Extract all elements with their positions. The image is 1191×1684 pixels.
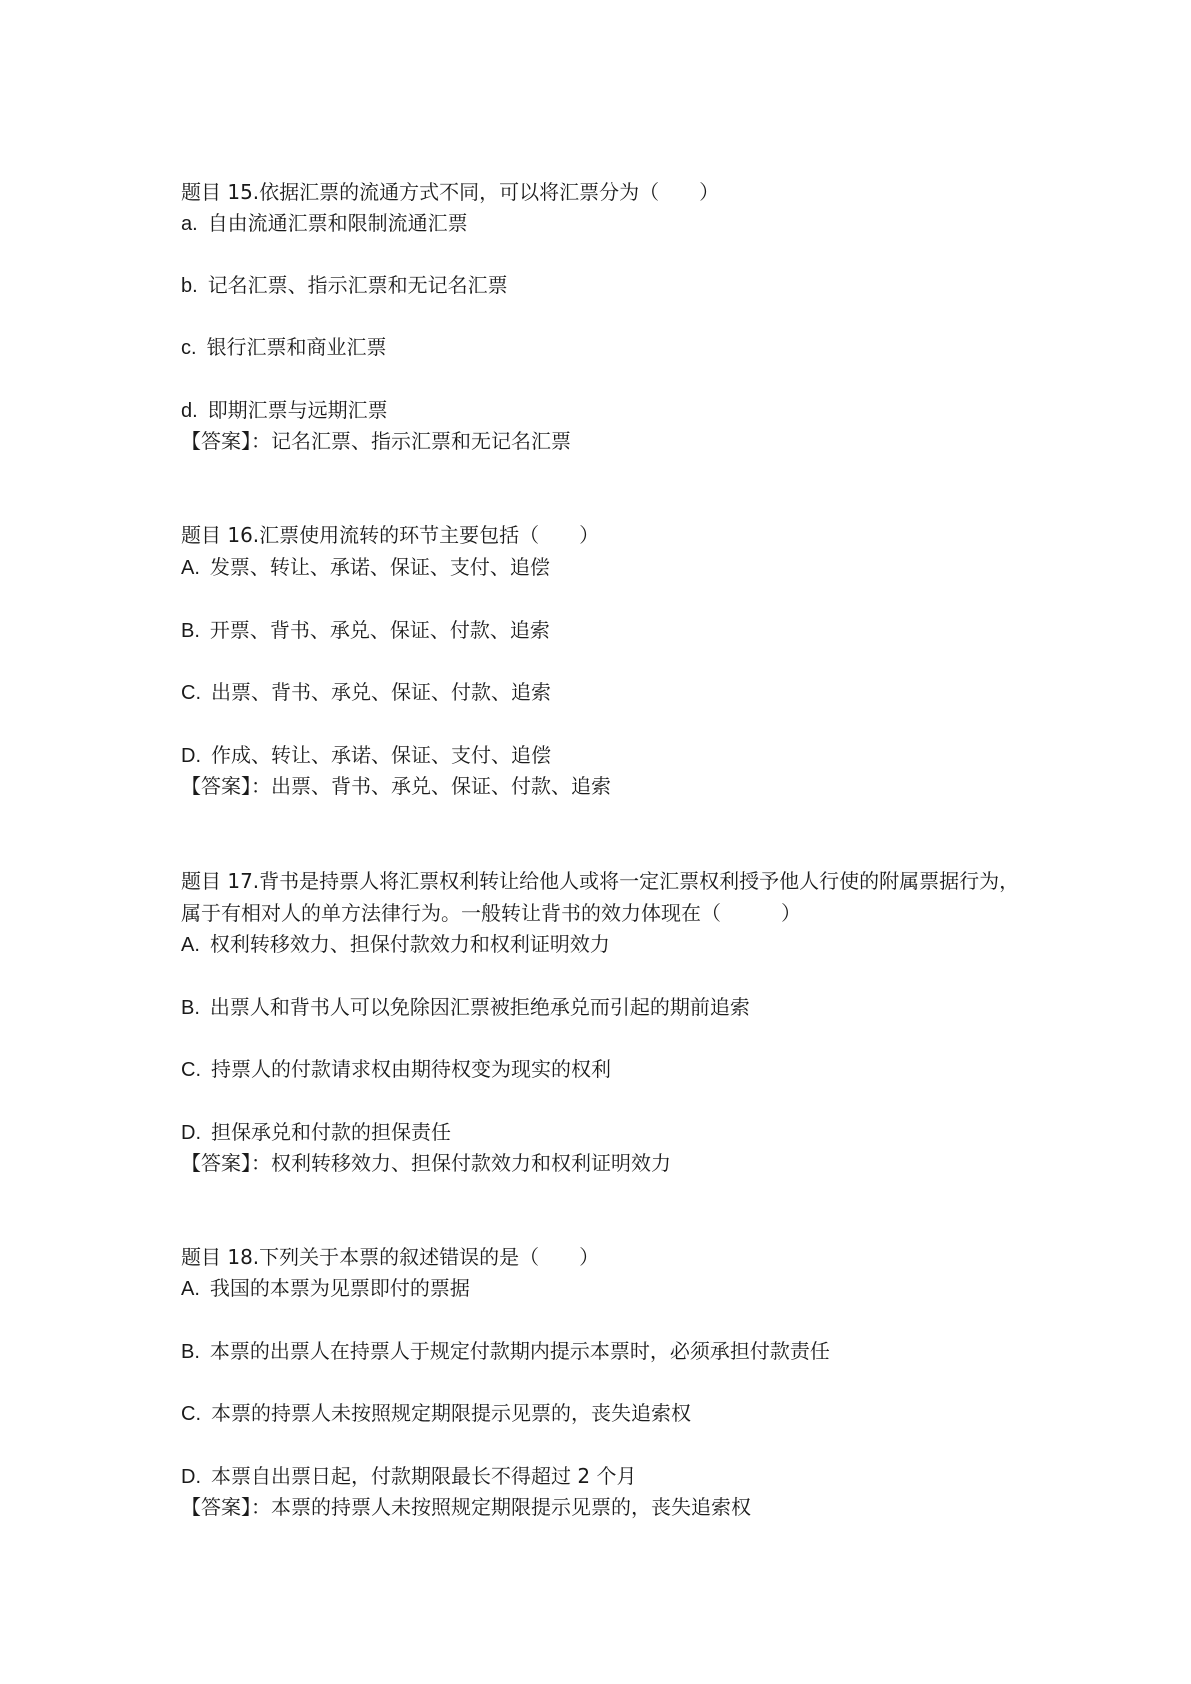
option-text: 自由流通汇票和限制流通汇票 <box>207 211 468 235</box>
option-text: 发票、转让、承诺、保证、支付、追偿 <box>209 555 550 579</box>
option-text: 本票的持票人未按照规定期限提示见票的，丧失追索权 <box>211 1401 691 1425</box>
option-letter: d. <box>181 400 198 422</box>
question-16-option-b <box>181 615 1021 646</box>
option-letter: A. <box>181 1278 200 1300</box>
answer-label: 【答案】： <box>181 1151 271 1175</box>
question-15-answer <box>181 426 1021 456</box>
question-18-option-c <box>181 1398 1021 1429</box>
answer-text: 本票的持票人未按照规定期限提示见票的，丧失追索权 <box>271 1495 751 1519</box>
question-15-option-b <box>181 270 1021 301</box>
option-text: 持票人的付款请求权由期待权变为现实的权利 <box>211 1057 611 1081</box>
option-letter: C. <box>181 1059 201 1081</box>
option-letter: D. <box>181 1122 201 1144</box>
question-17-option-b <box>181 992 1021 1023</box>
question-16-option-a <box>181 552 1021 583</box>
option-letter: c. <box>181 337 197 359</box>
question-18-stem: 题目 18.下列关于本票的叙述错误的是（ ） <box>181 1245 600 1269</box>
option-letter: B. <box>181 997 200 1019</box>
question-16-option-d <box>181 740 1021 771</box>
option-text: 即期汇票与远期汇票 <box>207 398 388 422</box>
option-letter: A. <box>181 934 200 956</box>
answer-text: 出票、背书、承兑、保证、付款、追索 <box>271 774 611 798</box>
question-17-option-a <box>181 929 1021 960</box>
option-letter: A. <box>181 557 200 579</box>
option-text: 权利转移效力、担保付款效力和权利证明效力 <box>209 932 610 956</box>
question-16-answer <box>181 771 1021 801</box>
option-letter: D. <box>181 1466 201 1488</box>
answer-label: 【答案】： <box>181 774 271 798</box>
question-15-stem: 题目 15.依据汇票的流通方式不同，可以将汇票分为（ ） <box>181 180 720 204</box>
question-18-option-d <box>181 1461 1021 1492</box>
option-text: 我国的本票为见票即付的票据 <box>209 1276 470 1300</box>
option-letter: B. <box>181 1341 200 1363</box>
option-text: 记名汇票、指示汇票和无记名汇票 <box>207 273 508 297</box>
option-text: 开票、背书、承兑、保证、付款、追索 <box>209 618 550 642</box>
question-17-option-d <box>181 1117 1021 1148</box>
answer-text: 权利转移效力、担保付款效力和权利证明效力 <box>271 1151 671 1175</box>
question-17-answer <box>181 1148 1021 1178</box>
answer-text: 记名汇票、指示汇票和无记名汇票 <box>271 429 571 453</box>
option-letter: b. <box>181 275 198 297</box>
option-text: 出票、背书、承兑、保证、付款、追索 <box>211 680 551 704</box>
question-18-option-a <box>181 1273 1021 1304</box>
option-letter: B. <box>181 620 200 642</box>
question-18-option-b <box>181 1336 1021 1367</box>
option-letter: a. <box>181 213 198 235</box>
option-text: 作成、转让、承诺、保证、支付、追偿 <box>211 743 551 767</box>
question-18-answer <box>181 1492 1021 1522</box>
option-letter: C. <box>181 682 201 704</box>
answer-label: 【答案】： <box>181 429 271 453</box>
option-text: 担保承兑和付款的担保责任 <box>211 1120 451 1144</box>
question-15-option-a <box>181 208 1021 239</box>
option-text: 银行汇票和商业汇票 <box>206 335 387 359</box>
question-16-stem: 题目 16.汇票使用流转的环节主要包括（ ） <box>181 523 600 547</box>
option-text: 本票的出票人在持票人于规定付款期内提示本票时，必须承担付款责任 <box>209 1339 830 1363</box>
question-15-option-c <box>181 332 1021 363</box>
question-16-option-c <box>181 677 1021 708</box>
question-17-option-c <box>181 1054 1021 1085</box>
question-17-stem: 题目 17.背书是持票人将汇票权利转让给他人或将一定汇票权利授予他人行使的附属票据行为，属于有相对人的单方法律行为。一般转让背书的效力体现在（ ） <box>181 869 1020 925</box>
option-text: 本票自出票日起，付款期限最长不得超过 2 个月 <box>211 1464 637 1488</box>
option-letter: C. <box>181 1403 201 1425</box>
option-text: 出票人和背书人可以免除因汇票被拒绝承兑而引起的期前追索 <box>209 995 750 1019</box>
option-letter: D. <box>181 745 201 767</box>
question-15-option-d <box>181 395 1021 426</box>
answer-label: 【答案】： <box>181 1495 271 1519</box>
